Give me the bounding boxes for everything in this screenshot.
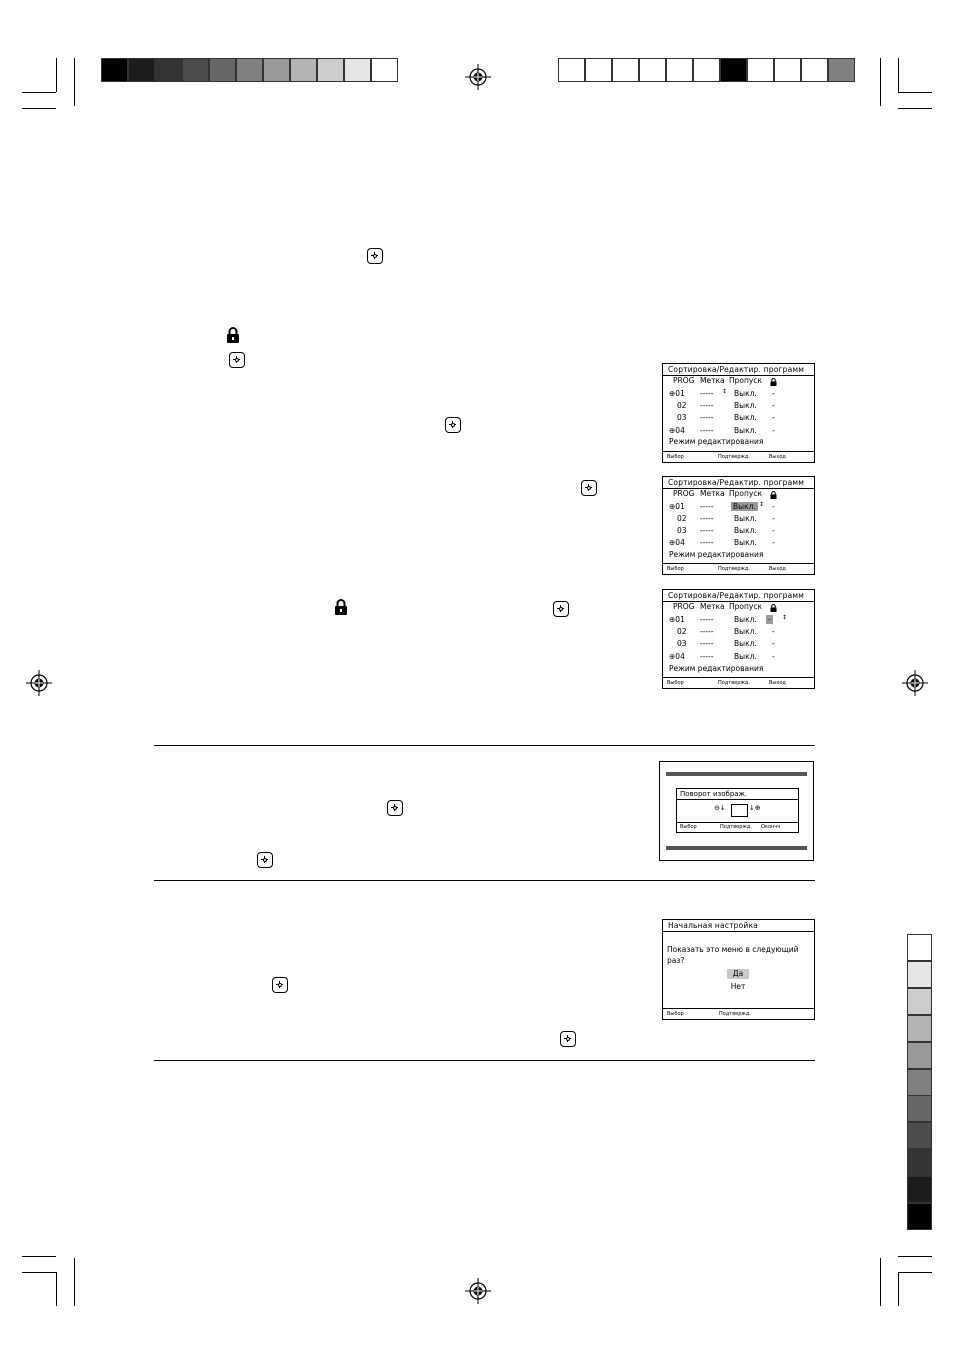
skip-value: Выкл. — [734, 413, 757, 422]
label-value: ----- — [700, 627, 714, 636]
crop-mark — [56, 1272, 57, 1306]
foot-confirm: Подтвержд. — [718, 566, 750, 572]
osd-sort-edit-screen: Сортировка/Редактир. программ PROG Метка Пропуск ⊕01 ----- Выкл. ↕ - 02 ----- Выкл. - 03 ----- Выкл. - ⊕04 ----- Выкл. - Режим редактирования Выбор Подтвержд. Выход — [662, 476, 815, 575]
crop-mark — [880, 1258, 881, 1306]
section-divider — [154, 880, 815, 881]
foot-select: Выбор — [667, 1011, 684, 1017]
label-value: ----- — [700, 639, 714, 648]
color-swatch — [263, 58, 290, 82]
color-swatch — [720, 58, 747, 82]
col-skip: Пропуск — [729, 376, 762, 385]
color-swatch — [907, 961, 932, 988]
option-yes[interactable]: Да — [727, 969, 749, 979]
lock-value: - — [772, 426, 775, 435]
col-skip: Пропуск — [729, 602, 762, 611]
ok-button-icon — [367, 248, 383, 264]
lock-value: - — [772, 389, 775, 398]
label-value: ----- — [700, 538, 714, 547]
crop-mark — [22, 108, 56, 109]
question-line: Показать это меню в следующий — [667, 945, 799, 954]
mode-text: Режим редактирования — [669, 664, 764, 673]
color-swatch — [639, 58, 666, 82]
color-swatch — [128, 58, 155, 82]
label-value: ----- — [700, 502, 714, 511]
color-swatch — [907, 1203, 932, 1230]
lock-value-selected: - — [768, 615, 771, 624]
registration-mark-icon — [465, 64, 491, 90]
skip-value: Выкл. — [734, 426, 757, 435]
osd-rotate-screen — [659, 761, 814, 861]
osd-footer — [663, 451, 814, 462]
color-swatch — [907, 988, 932, 1015]
osd-title: Сортировка/Редактир. программ — [663, 364, 814, 376]
foot-confirm: Подтвержд. — [718, 454, 750, 460]
mode-text: Режим редактирования — [669, 550, 764, 559]
osd-footer — [663, 677, 814, 688]
skip-value: Выкл. — [734, 615, 757, 624]
crop-mark — [898, 1272, 899, 1306]
prog-number: 01 — [675, 615, 685, 624]
section-divider — [154, 745, 815, 746]
color-swatch — [907, 1042, 932, 1069]
label-value: ----- — [700, 526, 714, 535]
rotate-left-icon: ⊖↓ — [714, 804, 726, 812]
color-swatch — [585, 58, 612, 82]
foot-select: Выбор — [680, 824, 697, 830]
color-swatch — [290, 58, 317, 82]
registration-mark-icon — [902, 670, 928, 696]
color-swatch — [801, 58, 828, 82]
crop-mark — [898, 58, 899, 92]
color-swatch — [182, 58, 209, 82]
ok-button-icon — [560, 1031, 576, 1047]
foot-confirm: Подтвержд. — [719, 1011, 751, 1017]
lock-value: - — [772, 652, 775, 661]
lock-value: - — [772, 639, 775, 648]
lock-icon — [770, 491, 777, 499]
updown-icon: ↕ — [722, 388, 728, 395]
skip-value: Выкл. — [734, 401, 757, 410]
crop-mark — [898, 92, 932, 93]
prog-number: 01 — [675, 502, 685, 511]
ok-button-icon — [581, 480, 597, 496]
skip-value: Выкл. — [734, 538, 757, 547]
color-swatch — [236, 58, 263, 82]
ok-button-icon — [553, 601, 569, 617]
crop-mark — [74, 58, 75, 106]
skip-value-selected: Выкл. — [733, 502, 756, 511]
mode-text: Режим редактирования — [669, 437, 764, 446]
ok-button-icon — [272, 977, 288, 993]
col-prog: PROG — [673, 489, 695, 498]
foot-select: Выбор — [667, 680, 684, 686]
screen-bar — [666, 772, 807, 776]
skip-value: Выкл. — [734, 639, 757, 648]
prog-number: 03 — [677, 639, 687, 648]
color-swatch — [774, 58, 801, 82]
osd-title: Сортировка/Редактир. программ — [663, 590, 814, 602]
osd-sort-edit-screen: Сортировка/Редактир. программ PROG Метка Пропуск ⊕01 ----- Выкл. - ↕ 02 ----- Выкл. - 03 ----- Выкл. - ⊕04 ----- Выкл. - Режим редактирования Выбор Подтвержд. Выход — [662, 589, 815, 689]
foot-exit: Выход — [769, 566, 786, 572]
osd-sort-edit-screen: Сортировка/Редактир. программ PROG Метка Пропуск ⊕01 ----- ↕ Выкл. - 02 ----- Выкл. - 03 ----- Выкл. - ⊕04 ----- Выкл. - Режим редактирования Выбор Подтвержд. Выход — [662, 363, 815, 463]
col-skip: Пропуск — [729, 489, 762, 498]
prog-number: 02 — [677, 514, 687, 523]
label-value: ----- — [700, 426, 714, 435]
skip-value: Выкл. — [734, 514, 757, 523]
ok-button-icon — [257, 852, 273, 868]
lock-value: - — [772, 502, 775, 511]
crop-mark — [898, 108, 932, 109]
lock-value: - — [772, 627, 775, 636]
screen-bar — [666, 846, 807, 850]
osd-title: Сортировка/Редактир. программ — [663, 477, 814, 489]
lock-icon — [226, 327, 240, 343]
ok-button-icon — [445, 417, 461, 433]
label-value: ----- — [700, 652, 714, 661]
lock-icon — [770, 378, 777, 386]
osd-footer — [663, 563, 814, 574]
label-value: ----- — [700, 401, 714, 410]
color-swatch — [101, 58, 128, 82]
color-swatch — [907, 1176, 932, 1203]
col-prog: PROG — [673, 602, 695, 611]
color-swatch — [907, 1069, 932, 1096]
rotate-right-icon: ↓⊕ — [749, 804, 761, 812]
color-swatch — [371, 58, 398, 82]
color-swatch — [747, 58, 774, 82]
color-swatch — [317, 58, 344, 82]
lock-value: - — [772, 514, 775, 523]
lock-value: - — [772, 526, 775, 535]
foot-select: Выбор — [667, 454, 684, 460]
foot-exit: Выход — [769, 680, 786, 686]
foot-exit: Выход — [769, 454, 786, 460]
prog-number: 04 — [675, 538, 685, 547]
foot-select: Выбор — [667, 566, 684, 572]
registration-mark-icon — [465, 1278, 491, 1304]
prog-number: 02 — [677, 627, 687, 636]
color-swatch — [558, 58, 585, 82]
color-swatch — [828, 58, 855, 82]
option-no[interactable]: Нет — [730, 982, 746, 991]
lock-value: - — [772, 413, 775, 422]
skip-value: Выкл. — [734, 627, 757, 636]
osd-initial-setup-screen — [662, 919, 815, 1020]
color-swatch — [666, 58, 693, 82]
ok-button-icon — [229, 352, 245, 368]
color-swatch — [155, 58, 182, 82]
crop-mark — [74, 1258, 75, 1306]
crop-mark — [22, 1272, 56, 1273]
label-value: ----- — [700, 389, 714, 398]
rotate-box-icon — [731, 804, 748, 817]
rotate-dialog — [676, 788, 799, 833]
label-value: ----- — [700, 413, 714, 422]
lock-icon — [770, 604, 777, 612]
crop-mark — [898, 1256, 932, 1257]
col-prog: PROG — [673, 376, 695, 385]
prog-number: 04 — [675, 426, 685, 435]
col-label: Метка — [700, 376, 725, 385]
lock-value: - — [772, 401, 775, 410]
rotate-title: Поворот изображ. — [680, 790, 748, 798]
foot-exit: Окончч — [761, 824, 781, 830]
prog-number: 04 — [675, 652, 685, 661]
col-label: Метка — [700, 489, 725, 498]
col-label: Метка — [700, 602, 725, 611]
updown-icon: ↕ — [782, 614, 788, 621]
lock-value: - — [772, 538, 775, 547]
prog-number: 02 — [677, 401, 687, 410]
crop-mark — [22, 1256, 56, 1257]
skip-value: Выкл. — [734, 652, 757, 661]
crop-mark — [898, 1272, 932, 1273]
color-swatch — [907, 1122, 932, 1149]
color-swatch — [693, 58, 720, 82]
label-value: ----- — [700, 514, 714, 523]
prog-number: 03 — [677, 413, 687, 422]
label-value: ----- — [700, 615, 714, 624]
skip-value: Выкл. — [734, 526, 757, 535]
lock-icon — [334, 599, 348, 615]
color-swatch — [209, 58, 236, 82]
crop-mark — [56, 58, 57, 92]
prog-number: 03 — [677, 526, 687, 535]
question-line: раз? — [667, 956, 685, 965]
foot-confirm: Подтвержд. — [718, 680, 750, 686]
foot-confirm: Подтвержд. — [720, 824, 752, 830]
color-swatch — [907, 1015, 932, 1042]
ok-button-icon — [387, 800, 403, 816]
osd-title: Начальная настройка — [663, 920, 814, 932]
skip-value: Выкл. — [734, 389, 757, 398]
color-swatch — [907, 934, 932, 961]
crop-mark — [880, 58, 881, 106]
updown-icon: ↕ — [759, 501, 765, 508]
section-divider — [154, 1060, 815, 1061]
registration-mark-icon — [26, 670, 52, 696]
color-swatch — [907, 1149, 932, 1176]
crop-mark — [22, 92, 56, 93]
osd-footer — [663, 1008, 814, 1019]
color-swatch — [612, 58, 639, 82]
prog-number: 01 — [675, 389, 685, 398]
color-swatch — [344, 58, 371, 82]
color-swatch — [907, 1095, 932, 1122]
